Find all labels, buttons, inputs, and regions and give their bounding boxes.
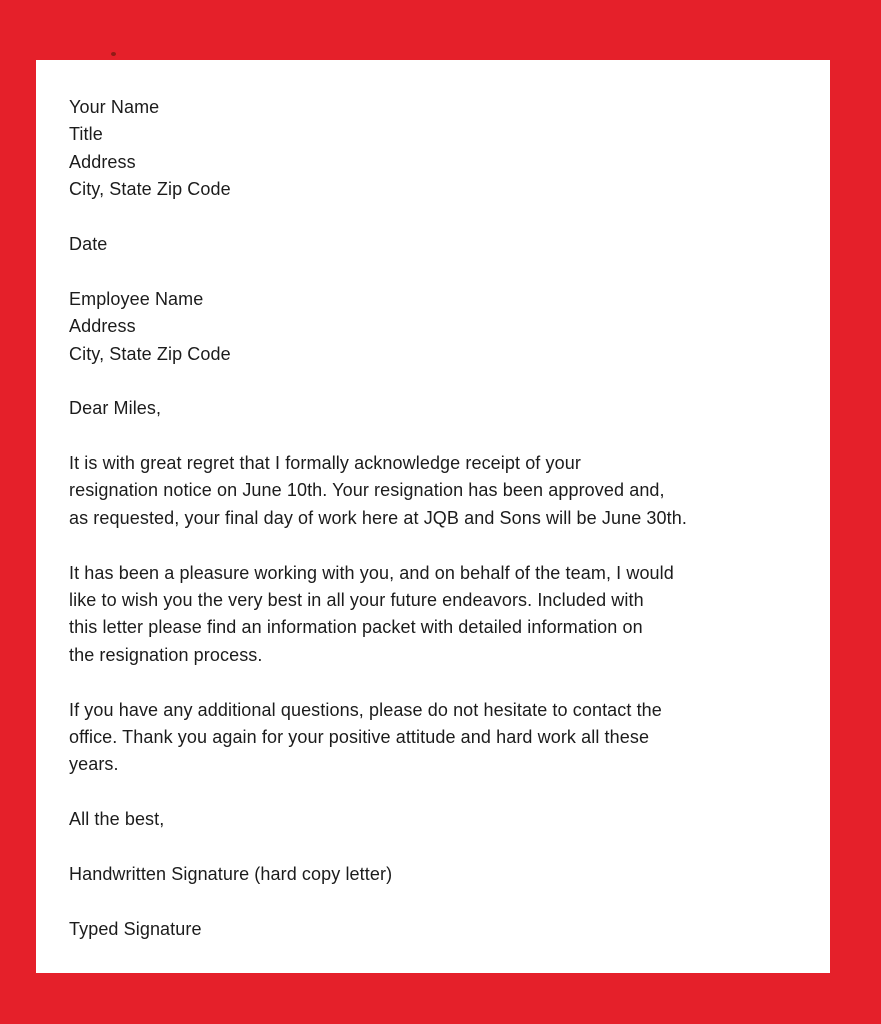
- paragraph-2-line-2: like to wish you the very best in all your future endeavors. Included with: [69, 590, 644, 611]
- paragraph-3-line-1: If you have any additional questions, please do not hesitate to contact the: [69, 699, 662, 720]
- typed-signature-line: Typed Signature: [69, 918, 202, 939]
- sender-name: Your Name: [69, 97, 160, 117]
- paragraph-1: [69, 450, 800, 532]
- paragraph-2-line-1: It has been a pleasure working with you, and on behalf of the team, I would: [69, 562, 674, 583]
- salutation-line: Dear Miles,: [69, 398, 162, 419]
- recipient-name: Employee Name: [69, 288, 204, 309]
- typed-signature-placeholder: [69, 916, 800, 943]
- paragraph-2-line-4: the resignation process.: [69, 644, 263, 665]
- paragraph-3: [69, 697, 800, 779]
- sender-city-state-zip: City, State Zip Code: [69, 179, 231, 200]
- sender-address-block: [69, 94, 800, 204]
- date-block: [69, 231, 800, 258]
- recipient-address-block: [69, 286, 800, 368]
- paragraph-1-line-1: It is with great regret that I formally acknowledge receipt of your: [69, 453, 581, 474]
- paragraph-1-line-2: resignation notice on June 10th. Your resignation has been approved and,: [69, 480, 665, 501]
- paragraph-2: [69, 560, 800, 670]
- closing-line: All the best,: [69, 809, 165, 830]
- letter-page: [36, 60, 830, 973]
- letter-content: [36, 60, 830, 943]
- paragraph-3-line-2: office. Thank you again for your positive attitude and hard work all these: [69, 726, 650, 747]
- closing: [69, 806, 800, 833]
- paragraph-2-line-3: this letter please find an information packet with detailed information on: [69, 617, 643, 638]
- paragraph-1-line-3: as requested, your final day of work here at JQB and Sons will be June 30th.: [69, 507, 687, 528]
- recipient-city-state-zip: City, State Zip Code: [69, 343, 231, 364]
- ink-speck: [111, 52, 116, 56]
- salutation: [69, 395, 800, 422]
- recipient-address: Address: [69, 316, 136, 337]
- handwritten-signature-line: Handwritten Signature (hard copy letter): [69, 863, 393, 884]
- sender-title: Title: [69, 124, 103, 145]
- date-placeholder: Date: [69, 233, 108, 254]
- sender-address: Address: [69, 151, 136, 172]
- handwritten-signature-placeholder: [69, 861, 800, 888]
- paragraph-3-line-3: years.: [69, 754, 119, 775]
